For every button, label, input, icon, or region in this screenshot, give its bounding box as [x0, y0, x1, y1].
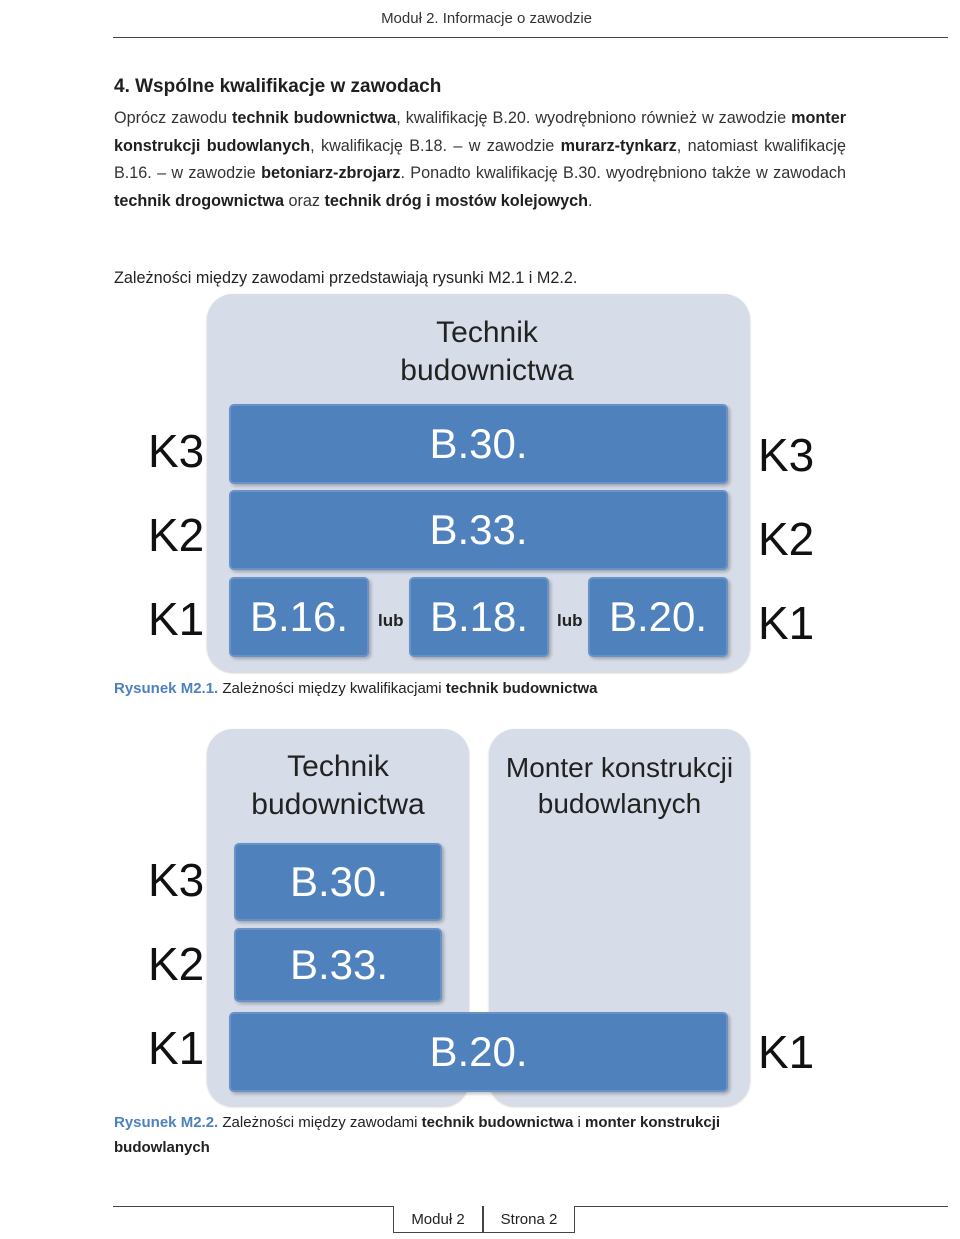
- panel-title-line2: budowlanych: [537, 788, 702, 819]
- caption-bold: monter konstrukcji: [585, 1114, 721, 1131]
- panel-title-line2: budownictwa: [400, 354, 574, 387]
- level-label-left: K1: [148, 593, 205, 645]
- header-title: Moduł 2. Informacje o zawodzie: [381, 10, 592, 27]
- caption-bold: technik budownictwa: [445, 680, 598, 697]
- footer-page-number: Strona 2: [483, 1206, 575, 1233]
- figure-2-caption: [114, 1110, 764, 1160]
- paragraph-text: , kwalifikację B.20. wyodrębniono również w zawodzie: [396, 109, 792, 127]
- paragraph-bold-term: technik budownictwa: [231, 109, 397, 127]
- lub-connector: lub: [378, 611, 404, 630]
- box-b33: B.33.: [229, 490, 728, 570]
- level-label-left: K3: [148, 425, 205, 477]
- level-label-right: K1: [758, 1026, 815, 1078]
- caption-label: Rysunek M2.1.: [114, 680, 219, 697]
- lub-connector: lub: [557, 611, 583, 630]
- box-b20: B.20.: [229, 1012, 728, 1092]
- panel-title: [207, 748, 469, 824]
- footer-module: Moduł 2: [393, 1206, 483, 1233]
- box-b30: B.30.: [229, 404, 728, 484]
- panel-title: [207, 314, 767, 390]
- section-title: 4. Wspólne kwalifikacje w zawodach: [114, 76, 442, 97]
- level-label-right: K2: [758, 513, 815, 565]
- paragraph-bold-term: monter konstrukcji budowlanych: [114, 109, 847, 155]
- paragraph-text: , kwalifikację B.18. – w zawodzie: [310, 136, 561, 155]
- section-paragraph: [114, 105, 846, 215]
- figures-intro: Zależności między zawodami przedstawiają rysunki M2.1 i M2.2.: [114, 269, 578, 287]
- box-b20: B.20.: [588, 577, 728, 657]
- level-label-right: K1: [758, 597, 815, 649]
- header-divider: [113, 37, 948, 38]
- paragraph-text: .: [588, 191, 593, 210]
- paragraph-text: oraz: [284, 191, 325, 210]
- caption-text: Zależności między zawodami: [218, 1114, 422, 1131]
- paragraph-text: . Ponadto kwalifikację B.30. wyodrębniono także w zawodach: [400, 164, 847, 182]
- paragraph-bold-term: murarz-tynkarz: [560, 136, 677, 155]
- caption-text: Zależności między kwalifikacjami: [218, 680, 446, 697]
- paragraph-text: Oprócz zawodu: [114, 109, 232, 127]
- caption-bold: technik budownictwa: [421, 1114, 574, 1131]
- level-label-left: K2: [148, 509, 205, 561]
- level-label-right: K3: [758, 429, 815, 481]
- panel-title-line2: budownictwa: [251, 788, 425, 821]
- box-b30: B.30.: [234, 843, 442, 921]
- caption-text: i: [573, 1114, 585, 1131]
- level-label-left: K3: [148, 854, 205, 906]
- figure-1-caption: [114, 676, 597, 701]
- panel-title-line1: Technik: [436, 316, 538, 349]
- panel-title-line1: Technik: [287, 750, 389, 783]
- caption-bold: budowlanych: [114, 1139, 210, 1156]
- panel-title: [489, 750, 750, 822]
- caption-label: Rysunek M2.2.: [114, 1114, 219, 1131]
- paragraph-bold-term: technik dróg i mostów kolejowych: [324, 191, 589, 210]
- paragraph-bold-term: technik drogownictwa: [114, 191, 284, 210]
- box-b18: B.18.: [409, 577, 549, 657]
- level-label-left: K2: [148, 938, 205, 990]
- panel-title-line1: Monter konstrukcji: [505, 752, 734, 783]
- paragraph-text: , natomiast kwalifikację B.16. – w zawodzie: [114, 136, 846, 182]
- box-b33: B.33.: [234, 928, 442, 1002]
- paragraph-bold-term: betoniarz-zbrojarz: [261, 164, 401, 182]
- level-label-left: K1: [148, 1022, 205, 1074]
- box-b16: B.16.: [229, 577, 369, 657]
